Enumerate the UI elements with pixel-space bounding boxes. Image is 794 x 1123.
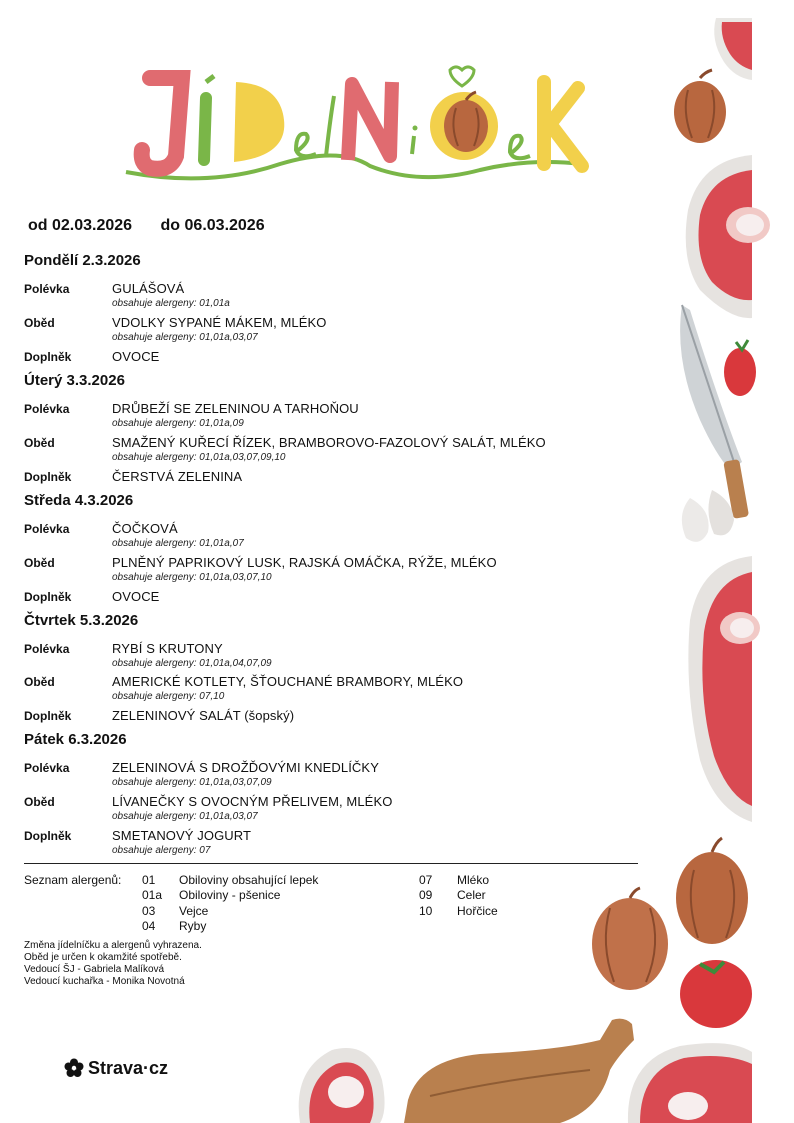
meal-label: Doplněk [24, 470, 72, 484]
meal-label: Doplněk [24, 829, 72, 843]
meal-name: LÍVANEČKY S OVOCNÝM PŘELIVEM, MLÉKO [112, 794, 393, 809]
allergen-name: Ryby [179, 919, 207, 933]
knife-illustration [680, 305, 749, 519]
allergen-name: Obiloviny obsahující lepek [179, 873, 319, 887]
tomato-illustration-right [724, 340, 756, 396]
steak-illustration-right [686, 155, 770, 318]
tomato-illustration-bottom [680, 960, 752, 1028]
period-to: do 06.03.2026 [160, 217, 265, 234]
meal-label: Polévka [24, 402, 70, 416]
meal-label: Polévka [24, 642, 70, 656]
meal-name: SMAŽENÝ KUŘECÍ ŘÍZEK, BRAMBOROVO-FAZOLOVÝ SALÁT, MLÉKO [112, 435, 546, 450]
footer-note: Oběd je určen k okamžité spotřebě. [24, 952, 182, 963]
period-from: od 02.03.2026 [28, 217, 133, 234]
meal-allergens: obsahuje alergeny: 01,01a,09 [112, 418, 244, 429]
allergen-code: 03 [142, 904, 156, 918]
cutting-board-illustration [404, 1019, 634, 1123]
meal-label: Doplněk [24, 350, 72, 364]
day-title: Úterý 3.3.2026 [24, 372, 125, 389]
allergen-code: 09 [419, 888, 433, 902]
meal-allergens: obsahuje alergeny: 07,10 [112, 691, 225, 702]
meal-name: RYBÍ S KRUTONY [112, 641, 223, 656]
meal-allergens: obsahuje alergeny: 01,01a,03,07,09 [112, 777, 272, 788]
allergen-name: Celer [457, 888, 486, 902]
meal-allergens: obsahuje alergeny: 07 [112, 845, 211, 856]
onion-illustration-top [674, 70, 726, 143]
meal-label: Polévka [24, 761, 70, 775]
meal-allergens: obsahuje alergeny: 01,01a,03,07 [112, 332, 258, 343]
steak-illustration-bottom-left [299, 1048, 385, 1123]
meal-allergens: obsahuje alergeny: 01,01a,03,07 [112, 811, 258, 822]
meal-name: OVOCE [112, 589, 160, 604]
meal-name: ČOČKOVÁ [112, 521, 178, 536]
strava-brand [64, 1056, 168, 1080]
menu-period [28, 217, 289, 235]
allergen-legend-label: Seznam alergenů: [24, 873, 122, 887]
allergen-code: 04 [142, 919, 156, 933]
meal-label: Polévka [24, 282, 70, 296]
meal-name: OVOCE [112, 349, 160, 364]
meal-allergens: obsahuje alergeny: 01,01a,03,07,09,10 [112, 452, 286, 463]
meal-allergens: obsahuje alergeny: 01,01a,04,07,09 [112, 658, 272, 669]
meal-name: VDOLKY SYPANÉ MÁKEM, MLÉKO [112, 315, 327, 330]
allergen-code: 07 [419, 873, 433, 887]
footer-note: Změna jídelníčku a alergenů vyhrazena. [24, 940, 202, 951]
footer-note: Vedoucí ŠJ - Gabriela Malíková [24, 964, 165, 975]
meal-name: SMETANOVÝ JOGURT [112, 828, 252, 843]
day-title: Pátek 6.3.2026 [24, 731, 127, 748]
meal-label: Doplněk [24, 590, 72, 604]
meal-name: DRŮBEŽÍ SE ZELENINOU A TARHOŇOU [112, 401, 359, 416]
meal-name: ČERSTVÁ ZELENINA [112, 469, 243, 484]
jidelnicek-logo [120, 60, 600, 195]
strava-logo-icon [64, 1058, 84, 1078]
strava-brand-name: Strava·cz [88, 1057, 169, 1078]
meal-label: Oběd [24, 436, 55, 450]
day-title: Pondělí 2.3.2026 [24, 252, 141, 269]
footer-note: Vedoucí kuchařka - Monika Novotná [24, 976, 185, 987]
day-title: Středa 4.3.2026 [24, 492, 134, 509]
steak-illustration-middle [688, 556, 760, 822]
meal-name: ZELENINOVÝ SALÁT (šopský) [112, 708, 295, 723]
allergen-name: Mléko [457, 873, 490, 887]
allergen-code: 10 [419, 904, 433, 918]
meal-label: Oběd [24, 795, 55, 809]
allergen-name: Hořčice [457, 904, 498, 918]
steak-illustration-bottom-right [628, 1043, 752, 1123]
meal-label: Oběd [24, 675, 55, 689]
meal-allergens: obsahuje alergeny: 01,01a [112, 298, 230, 309]
meal-name: PLNĚNÝ PAPRIKOVÝ LUSK, RAJSKÁ OMÁČKA, RÝŽE, MLÉKO [112, 555, 497, 570]
allergen-name: Vejce [179, 904, 209, 918]
meal-allergens: obsahuje alergeny: 01,01a,07 [112, 538, 244, 549]
legend-divider [24, 863, 638, 864]
steak-illustration-top [714, 18, 752, 80]
meal-name: GULÁŠOVÁ [112, 281, 185, 296]
garlic-illustration [682, 490, 734, 542]
meal-name: ZELENINOVÁ S DROŽĎOVÝMI KNEDLÍČKY [112, 760, 379, 775]
meal-label: Polévka [24, 522, 70, 536]
day-title: Čtvrtek 5.3.2026 [24, 612, 139, 629]
allergen-name: Obiloviny - pšenice [179, 888, 281, 902]
meal-label: Oběd [24, 316, 55, 330]
allergen-code: 01a [142, 888, 163, 902]
meal-allergens: obsahuje alergeny: 01,01a,03,07,10 [112, 572, 272, 583]
meal-label: Doplněk [24, 709, 72, 723]
meal-name: AMERICKÉ KOTLETY, ŠŤOUCHANÉ BRAMBORY, MLÉKO [112, 674, 464, 689]
allergen-code: 01 [142, 873, 156, 887]
meal-label: Oběd [24, 556, 55, 570]
